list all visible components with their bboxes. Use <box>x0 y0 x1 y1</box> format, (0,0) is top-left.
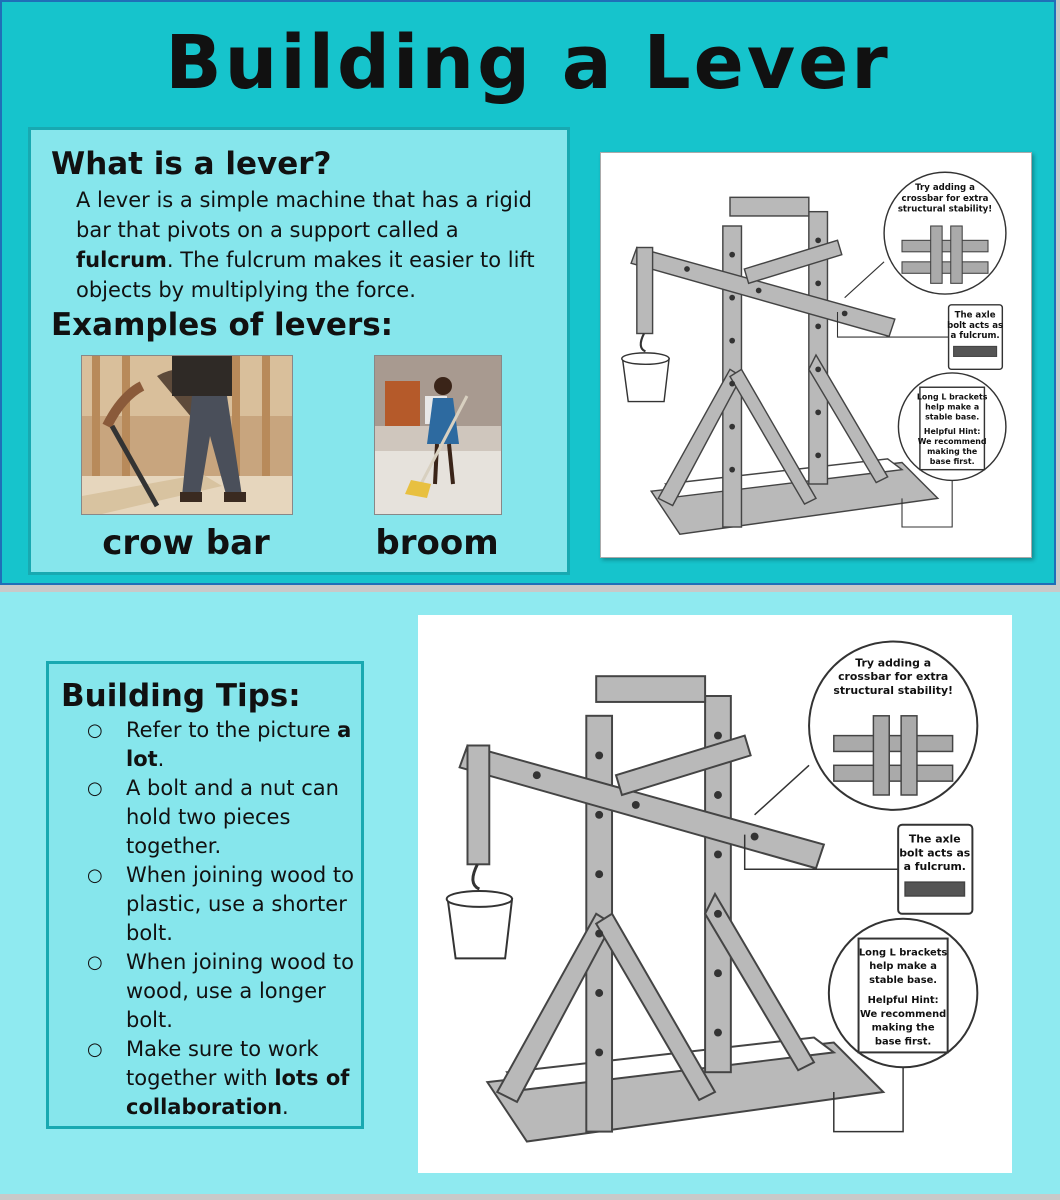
tip-item: ○ A bolt and a nut can hold two pieces together. <box>87 776 339 858</box>
callout-hint-2: We recommend <box>859 1008 947 1020</box>
callout-hint-4: base first. <box>929 456 975 466</box>
tip-item: ○ When joining wood to wood, use a longer bolt. <box>87 950 354 1032</box>
callout-hint-3: making the <box>927 446 978 456</box>
callout-hint-3: making the <box>871 1022 935 1034</box>
bullet-icon: ○ <box>87 952 103 973</box>
callout-axle-1: The axle <box>908 832 961 846</box>
definition-paragraph <box>76 185 556 305</box>
page-title: Building a Lever <box>165 20 891 106</box>
bullet-icon: ○ <box>87 778 103 799</box>
bullet-icon: ○ <box>87 720 103 741</box>
callout-axle-1: The axle <box>954 310 996 321</box>
lever-diagram-large-svg <box>418 615 1012 1173</box>
callout-axle-3: a fulcrum. <box>903 860 966 874</box>
tips-list <box>49 716 359 1122</box>
callout-axle-2: bolt acts as <box>899 846 971 860</box>
callout-hint-2: We recommend <box>917 436 987 446</box>
callout-axle-3: a fulcrum. <box>950 330 1000 341</box>
lever-diagram-large <box>418 615 1012 1173</box>
crowbar-photo <box>81 355 293 515</box>
callout-hint-1: Helpful Hint: <box>867 994 939 1006</box>
building-tips-box <box>46 661 364 1129</box>
callout-base-2: help make a <box>869 961 937 973</box>
callout-crossbar-1: Try adding a <box>915 183 975 194</box>
definition-text-end: . The fulcrum makes it easier to lift objects by multiplying the force. <box>76 248 535 302</box>
question-heading: What is a lever? <box>51 146 332 182</box>
broom-caption: broom <box>375 523 499 563</box>
callout-base-1: Long L brackets <box>916 392 988 402</box>
lever-info-box <box>28 127 570 575</box>
bullet-icon: ○ <box>87 1039 103 1060</box>
callout-crossbar-3: structural stability! <box>897 204 993 215</box>
examples-heading: Examples of levers: <box>51 307 394 343</box>
callout-hint-4: base first. <box>874 1036 932 1048</box>
callout-crossbar-2: crossbar for extra <box>901 193 989 204</box>
callout-axle-2: bolt acts as <box>947 320 1004 331</box>
tip-item: ○ Refer to the picture a lot. <box>87 718 352 771</box>
lever-diagram-svg <box>601 153 1031 557</box>
callout-crossbar-2: crossbar for extra <box>838 670 949 684</box>
lever-diagram-small <box>600 152 1032 558</box>
bullet-icon: ○ <box>87 865 103 886</box>
slide-1 <box>0 0 1056 585</box>
broom-photo <box>374 355 502 515</box>
callout-base-1: Long L brackets <box>858 947 948 959</box>
tips-heading: Building Tips: <box>61 678 301 714</box>
definition-bold-term: fulcrum <box>76 248 167 272</box>
callout-base-2: help make a <box>925 402 980 412</box>
tip-item: ○ When joining wood to plastic, use a shorter bolt. <box>87 863 354 945</box>
callout-base-3: stable base. <box>925 412 980 422</box>
callout-crossbar-1: Try adding a <box>855 656 932 670</box>
definition-text: A lever is a simple machine that has a rigid bar that pivots on a support called a <box>76 188 532 242</box>
callout-hint-1: Helpful Hint: <box>923 426 981 436</box>
crowbar-caption: crow bar <box>102 523 270 563</box>
callout-base-3: stable base. <box>869 975 938 987</box>
callout-crossbar-3: structural stability! <box>833 684 954 698</box>
tip-item: ○ Make sure to work together with lots of collaboration. <box>87 1037 350 1119</box>
